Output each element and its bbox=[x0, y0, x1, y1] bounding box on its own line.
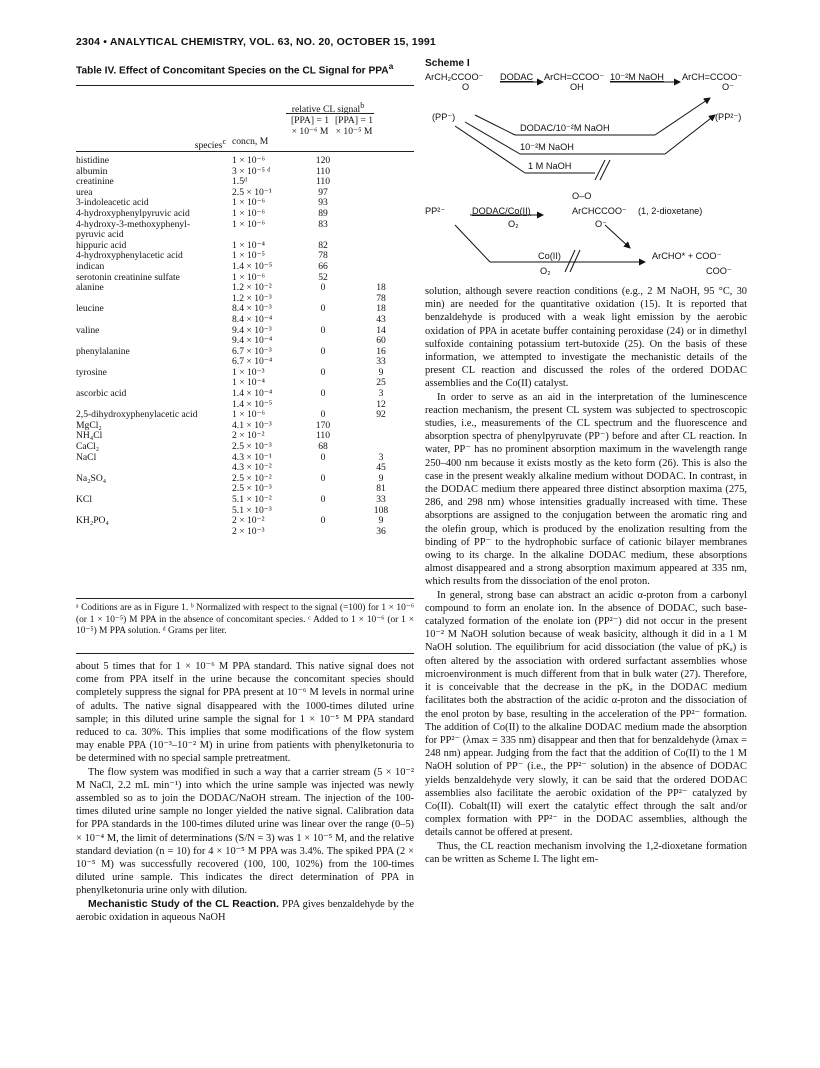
cell-concn: 5.1 × 10⁻³ bbox=[232, 504, 272, 516]
cell-ppa2: 43 bbox=[376, 313, 386, 325]
cell-concn: 1 × 10⁻⁶ bbox=[232, 207, 266, 219]
cell-ppa2: 9 bbox=[378, 472, 384, 484]
cell-concn: 6.7 × 10⁻³ bbox=[232, 345, 272, 357]
cell-ppa1: 0 bbox=[320, 494, 326, 505]
cell-concn: 1 × 10⁻⁶ bbox=[232, 155, 266, 166]
cell-concn: 4.3 × 10⁻¹ bbox=[232, 451, 272, 463]
cell-ppa1: 0 bbox=[320, 303, 326, 315]
cell-species: 4-hydroxyphenylpyruvic acid bbox=[76, 207, 190, 219]
scheme-enolate-o: O⁻ bbox=[722, 82, 734, 92]
cell-ppa2: 3 bbox=[378, 451, 384, 463]
cell-ppa1: 97 bbox=[318, 186, 328, 198]
cell-concn: 8.4 × 10⁻³ bbox=[232, 303, 272, 315]
cell-ppa2 bbox=[348, 167, 414, 178]
scheme-enol-oh: OH bbox=[570, 82, 584, 92]
cell-ppa2: 33 bbox=[376, 356, 386, 368]
cell-species: MgCl₂ bbox=[76, 419, 102, 431]
scheme-dioxetane-struct: ArCHCCOO⁻ bbox=[572, 206, 627, 216]
left-column-text bbox=[76, 660, 414, 924]
col-ppa2-header: [PPA] = 1 × 10⁻⁵ M bbox=[334, 115, 374, 137]
footnote-rule bbox=[76, 653, 414, 654]
scheme-coo: COO⁻ bbox=[706, 266, 732, 276]
cell-ppa1: 93 bbox=[318, 197, 328, 209]
cell-concn: 8.4 × 10⁻⁴ bbox=[232, 313, 273, 325]
cell-ppa2: 33 bbox=[376, 494, 386, 505]
table-row bbox=[76, 209, 414, 220]
cell-ppa1 bbox=[298, 315, 348, 326]
cell-concn: 1.2 × 10⁻² bbox=[232, 282, 272, 294]
cell-ppa1: 89 bbox=[318, 207, 328, 219]
cell-ppa2: 3 bbox=[378, 388, 384, 400]
cell-ppa1: 120 bbox=[315, 155, 331, 166]
group-rule bbox=[286, 113, 374, 114]
cell-species: indican bbox=[76, 260, 105, 272]
table-row bbox=[76, 315, 414, 326]
scheme-dioxetane-o: O⁻ bbox=[595, 219, 607, 229]
cell-ppa1: 82 bbox=[318, 239, 328, 251]
cell-ppa1: 66 bbox=[318, 260, 328, 272]
scheme-enolate: ArCH=CCOO⁻ bbox=[682, 72, 743, 82]
scheme-pp-2minus: (PP²⁻) bbox=[715, 112, 742, 122]
scheme-arrows bbox=[425, 60, 755, 290]
cell-concn: 2.5 × 10⁻² bbox=[232, 472, 272, 484]
cell-ppa1: 68 bbox=[318, 441, 328, 453]
cell-ppa2 bbox=[348, 262, 414, 273]
right-column-text bbox=[425, 285, 747, 866]
scheme-pp2-start: PP²⁻ bbox=[425, 206, 446, 216]
cell-ppa1: 170 bbox=[315, 419, 331, 431]
cell-ppa1: 0 bbox=[320, 515, 326, 527]
cell-concn: 1.2 × 10⁻³ bbox=[232, 292, 272, 304]
cell-species: alanine bbox=[76, 282, 104, 294]
cell-concn: 1 × 10⁻⁵ bbox=[232, 250, 266, 262]
cell-ppa1: 0 bbox=[320, 451, 326, 463]
scheme-enol: ArCH=CCOO⁻ bbox=[544, 72, 605, 82]
scheme-pp-keto: ArCH₂CCOO⁻ bbox=[425, 72, 484, 82]
cell-concn: 2.5 × 10⁻¹ bbox=[232, 186, 272, 198]
cell-species: urea bbox=[76, 186, 93, 198]
cell-ppa2: 60 bbox=[376, 335, 386, 347]
cell-ppa1: 0 bbox=[320, 472, 326, 484]
cell-ppa2: 18 bbox=[376, 303, 386, 315]
cell-concn: 9.4 × 10⁻³ bbox=[232, 324, 272, 336]
paragraph: In order to serve as an aid in the interpretation of the luminescence reaction mechanism, the present CL system was subjected to spectroscopic studies, i.e., measurements of the CL spectrum and the fluorescence and absorption spectra of phenylpyruvate (PP⁻) before and after CL reaction. In water, PP⁻ has no prominent absorption maximum in the wavelength range 250–400 nm because it exists mostly as the keto form (26). This is also the case in the present weakly alkaline medium without DODAC. In contrast, in the DODAC medium there appeared three distinct absorption maxima (275, 286, and 298 nm) whose intensities gradually increased with time. These absorptions are assigned to the conjugation between the aromatic ring and the olefin group, which is produced by the enolization resulting from the binding of PP⁻ to the hydrophobic surface of cationic bilayer membranes owing to its charge. In the alkaline DODAC medium, these absorptions almost disappeared and a strong absorption maximum appeared at 335 nm, which results from the dissociation of the enol proton. bbox=[425, 391, 747, 588]
cell-ppa2 bbox=[348, 241, 414, 252]
cell-ppa2: 81 bbox=[376, 483, 386, 495]
cell-species: 4-hydroxy-3-methoxyphenyl- bbox=[76, 218, 191, 230]
cell-ppa2 bbox=[348, 177, 414, 188]
cell-ppa1: 0 bbox=[320, 324, 326, 336]
paragraph: The flow system was modified in such a way that a carrier stream (5 × 10⁻² M NaCl, 2.2 mL min⁻¹) into which the urine sample was injected was newly assembled so as to join the DODAC/NaOH stream. The injection of the 100-times diluted urine sample no longer yielded the native signal. Calibration data for PPA standards in the 100-times diluted urine was linear over the range (0–5) × 10⁻⁴ M, the limit of determinations (S/N = 3) was 1 × 10⁻⁵ M, and the relative standard deviation (n = 10) for 4 × 10⁻⁵ M PPA was 3.4%. The spiked PPA (2 × 10⁻⁵ M) was successfully recovered (100, 100, 102%) from the 100-times diluted urine sample. This indicates the direct determination of PPA in phenylketonuria urine only with dilution. bbox=[76, 766, 414, 897]
scheme-o2-b: O₂ bbox=[540, 266, 551, 276]
cell-ppa1: 0 bbox=[320, 282, 326, 294]
cell-ppa1: 110 bbox=[315, 430, 331, 442]
col-concn-header: concn, M bbox=[232, 136, 269, 147]
paragraph: Thus, the CL reaction mechanism involving the 1,2-dioxetane formation can be written as Scheme I. The light em- bbox=[425, 840, 747, 865]
cell-species: hippuric acid bbox=[76, 239, 127, 251]
scheme-title: Scheme I bbox=[425, 58, 470, 69]
table-top-rule bbox=[76, 85, 414, 86]
cell-concn: 2 × 10⁻³ bbox=[232, 525, 265, 537]
cell-ppa2: 108 bbox=[373, 504, 389, 516]
cell-concn: 3 × 10⁻⁵ ᵈ bbox=[232, 165, 271, 177]
cell-ppa1: 0 bbox=[320, 388, 326, 400]
cell-species: phenylalanine bbox=[76, 345, 130, 357]
cell-ppa2 bbox=[348, 156, 414, 167]
cell-concn: 2.5 × 10⁻³ bbox=[232, 441, 272, 453]
scheme-pp-minus: (PP⁻) bbox=[432, 112, 456, 122]
cell-species: leucine bbox=[76, 303, 104, 315]
cell-ppa2: 92 bbox=[376, 409, 386, 421]
cell-ppa2 bbox=[348, 188, 414, 199]
scheme-oo: O–O bbox=[572, 191, 592, 201]
cell-ppa2 bbox=[348, 421, 414, 432]
cell-concn: 2 × 10⁻² bbox=[232, 515, 265, 527]
col-species-header: species$^c$ bbox=[194, 137, 226, 152]
scheme-dodac: DODAC bbox=[500, 72, 534, 82]
cell-concn: 1.4 × 10⁻⁵ bbox=[232, 260, 273, 272]
cell-concn: 1 × 10⁻⁶ bbox=[232, 409, 266, 421]
cell-ppa1: 0 bbox=[320, 409, 326, 421]
cell-ppa2 bbox=[348, 220, 414, 231]
cell-concn: 1 × 10⁻⁶ bbox=[232, 197, 266, 209]
cell-species: creatinine bbox=[76, 176, 114, 188]
cell-concn: 1 × 10⁻⁶ bbox=[232, 271, 266, 283]
cell-ppa2: 45 bbox=[376, 462, 386, 474]
cell-species: pyruvic acid bbox=[76, 229, 124, 241]
cell-ppa1: 110 bbox=[315, 176, 331, 188]
cell-ppa2: 78 bbox=[376, 292, 386, 304]
cell-ppa2: 25 bbox=[376, 377, 386, 389]
cell-species bbox=[76, 484, 232, 495]
cell-ppa1: 52 bbox=[318, 271, 328, 283]
cell-species: albumin bbox=[76, 165, 108, 177]
cell-ppa2 bbox=[348, 198, 414, 209]
scheme-co: Co(II) bbox=[538, 251, 561, 261]
scheme-arrow-label-1: DODAC/10⁻²M NaOH bbox=[520, 123, 610, 133]
table-bottom-rule bbox=[76, 598, 414, 599]
cell-concn: 4.3 × 10⁻² bbox=[232, 462, 272, 474]
cell-concn: 1 × 10⁻⁴ bbox=[232, 377, 266, 389]
cell-species bbox=[76, 527, 232, 538]
cell-species: Na₂SO₄ bbox=[76, 472, 107, 484]
cell-ppa1: 83 bbox=[318, 218, 328, 230]
cell-species: NH₄Cl bbox=[76, 430, 103, 442]
cell-species: ascorbic acid bbox=[76, 388, 127, 400]
table-row bbox=[76, 220, 414, 231]
table-caption: Table IV. Effect of Concomitant Species on the CL Signal for PPA$^a$ bbox=[76, 61, 394, 77]
cell-concn: 1.4 × 10⁻⁴ bbox=[232, 388, 273, 400]
scheme-naoh: 10⁻²M NaOH bbox=[610, 72, 664, 82]
cell-species: KH₂PO₄ bbox=[76, 515, 109, 527]
cell-species: NaCl bbox=[76, 451, 97, 463]
cell-species: histidine bbox=[76, 155, 110, 166]
cell-concn: 1.4 × 10⁻⁵ bbox=[232, 398, 273, 410]
cell-species: 3-indoleacetic acid bbox=[76, 197, 149, 209]
cell-concn: 1 × 10⁻³ bbox=[232, 366, 265, 378]
cell-ppa1: 110 bbox=[315, 165, 331, 177]
cell-concn: 1.5ᵈ bbox=[232, 176, 247, 188]
cell-concn: 2 × 10⁻² bbox=[232, 430, 265, 442]
cell-ppa2 bbox=[348, 251, 414, 262]
scheme-dodac-co: DODAC/Co(II) bbox=[472, 206, 531, 216]
table-row bbox=[76, 527, 414, 538]
table-row bbox=[76, 262, 414, 273]
cell-concn: 5.1 × 10⁻² bbox=[232, 494, 272, 505]
table-footnotes: ᵃ Coditions are as in Figure 1. ᵇ Normalized with respect to the signal (=100) for 1 × 10⁻⁶ (or 1 × 10⁻⁵) M PPA in the absence of concomitant species. ᶜ Added to 1 × 10⁻⁶ (or 1 × 10⁻⁵) M PPA solution. ᵈ Grams per liter. bbox=[76, 603, 414, 637]
cell-species: CaCl₂ bbox=[76, 441, 100, 453]
cell-species: 2,5-dihydroxyphenylacetic acid bbox=[76, 409, 198, 421]
cell-species: serotonin creatinine sulfate bbox=[76, 271, 180, 283]
cell-species bbox=[76, 315, 232, 326]
cell-ppa2: 16 bbox=[376, 345, 386, 357]
cell-ppa1 bbox=[298, 527, 348, 538]
cell-concn: 1 × 10⁻⁴ bbox=[232, 239, 266, 251]
scheme-arrow-label-2: 10⁻²M NaOH bbox=[520, 142, 574, 152]
section-heading: Mechanistic Study of the CL Reaction. bbox=[88, 898, 279, 910]
cell-ppa1: 0 bbox=[320, 366, 326, 378]
cell-concn: 1 × 10⁻⁶ bbox=[232, 218, 266, 230]
cell-species: 4-hydroxyphenylacetic acid bbox=[76, 250, 183, 262]
cell-concn: 4.1 × 10⁻³ bbox=[232, 419, 272, 431]
cl-table bbox=[76, 156, 414, 537]
cell-ppa2: 18 bbox=[376, 282, 386, 294]
table-row bbox=[76, 156, 414, 167]
running-header: 2304 • ANALYTICAL CHEMISTRY, VOL. 63, NO. 20, OCTOBER 15, 1991 bbox=[76, 36, 436, 48]
cell-species: valine bbox=[76, 324, 100, 336]
scheme-arrow-label-3: 1 M NaOH bbox=[528, 161, 572, 171]
table-row bbox=[76, 495, 414, 506]
cell-ppa2: 36 bbox=[376, 525, 386, 537]
cell-ppa1: 0 bbox=[320, 345, 326, 357]
cell-species: tyrosine bbox=[76, 366, 107, 378]
scheme-keto-o: O bbox=[462, 82, 470, 92]
cell-ppa2 bbox=[348, 230, 414, 241]
cell-concn: 2.5 × 10⁻³ bbox=[232, 483, 272, 495]
col-ppa1-header: [PPA] = 1 × 10⁻⁶ M bbox=[290, 115, 330, 137]
cell-ppa2 bbox=[348, 431, 414, 442]
cell-ppa2: 9 bbox=[378, 366, 384, 378]
cell-ppa2: 12 bbox=[376, 398, 386, 410]
paragraph: about 5 times that for 1 × 10⁻⁶ M PPA standard. This native signal does not come from PPA itself in the urine because the concomitant species should completely suppress the signal for PPA present at 10⁻⁶ M levels in normal urine of adults. The native signal disappeared with the 1000-times diluted urine sample; in this diluted urine sample the signal for 1 × 10⁻⁵ M PPA standard reduced to ca. 30%. This implies that some modifications of the flow system may enable PPA (10⁻³–10⁻² M) in urine from patients with phenylketonuria to be determined with no special sample pretreatment. bbox=[76, 661, 414, 765]
paragraph: Mechanistic Study of the CL Reaction. PPA gives benzaldehyde by the aerobic oxidation in aqueous NaOH bbox=[76, 898, 414, 923]
scheme-dioxetane-label: (1, 2-dioxetane) bbox=[638, 206, 703, 216]
cell-concn: 9.4 × 10⁻⁴ bbox=[232, 335, 273, 347]
paragraph: In general, strong base can abstract an acidic α-proton from a carbonyl compound to form an enolate ion. In the absence of DODAC, such base-catalyzed formation of the enolate ion (PP²⁻) did not occur in the present 10⁻² M NaOH solution because of weak basicity, although it did in a 1 M NaOH solution. The equilibrium for acid dissociation (the value of pKₐ) is often altered by the association with ordered surfactant assemblies whose microenvironment is much different from that in bulk water (27). Therefore, it is conceivable that the decrease in the pKₐ in the DODAC medium facilitates both the abstraction of the acidic α-proton and the dissociation of the enol proton by base, resulting in the acceleration of the PP²⁻ formation. The addition of Co(II) to the alkaline DODAC medium made the absorption for PP²⁻ (λmax = 335 nm) disappear and then that for benzaldehyde (λmax = 248 nm) appear. Judging from the fact that the addition of Co(II) to the 1 M NaOH solution of PP⁻ (i.e., the PP²⁻ solution) in the absence of DODAC yields benzaldehyde very slowly, it can be said that the ordered DODAC assemblies also facilitate the aerobic oxidation of the PP²⁻ catalyzed by Co(II). Cobalt(II) will exert the catalytic effect through the salt and/or complex formation with PP²⁻ in the DODAC assemblies, although the details cannot be offered at present. bbox=[425, 589, 747, 839]
group-header: relative CL signal$^b$ bbox=[291, 101, 365, 116]
paragraph: solution, although severe reaction conditions (e.g., 2 M NaOH, 95 °C, 30 min) are needed for the quantitative oxidation (15). It is reported that benzaldehyde is produced with a weak light emission by the aerobic oxidation of PPA in acetate buffer containing peroxidase (24) or in dimethyl sulfoxide containing potassium tert-butoxide (25). On the basis of these information, we attempted to investigate the mechanistic details of the present CL reaction and discussed the roles of the ordered DODAC assemblies and the Co(II) catalyst. bbox=[425, 286, 747, 390]
cell-species: KCl bbox=[76, 494, 92, 505]
scheme-products: ArCHO* + COO⁻ bbox=[652, 251, 722, 261]
cell-ppa2: 14 bbox=[376, 324, 386, 336]
cell-ppa1: 78 bbox=[318, 250, 328, 262]
cell-ppa2: 9 bbox=[378, 515, 384, 527]
scheme-o2-a: O₂ bbox=[508, 219, 519, 229]
table-header-rule bbox=[76, 151, 414, 152]
cell-ppa2 bbox=[348, 209, 414, 220]
cell-concn: 6.7 × 10⁻⁴ bbox=[232, 356, 273, 368]
